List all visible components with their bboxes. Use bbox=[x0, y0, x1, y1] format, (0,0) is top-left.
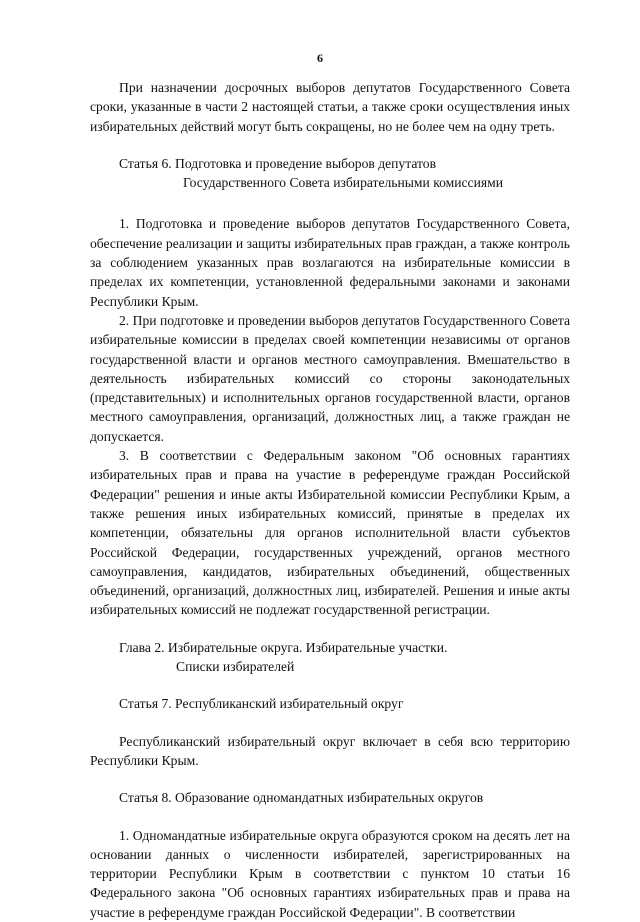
article-8-paragraph-1: 1. Одномандатные избирательные округа образуются сроком на десять лет на основании данных о численности избирателей, зарегистрированных на территории Республики Крым в соответствии с пунктом 10 статьи 16 Федерального закона "Об основных гарантиях избирательных прав и права на участие в референдуме граждан Российской Федерации". В соответствии bbox=[90, 827, 570, 920]
article-7-paragraph-1: Республиканский избирательный округ включает в себя всю территорию Республики Крым. bbox=[90, 733, 570, 768]
article-6-title-line-1: Статья 6. Подготовка и проведение выборов депутатов bbox=[119, 155, 436, 171]
spacer bbox=[90, 676, 570, 694]
article-8-title: Статья 8. Образование одномандатных избирательных округов bbox=[119, 790, 484, 806]
spacer bbox=[90, 808, 570, 826]
article-6-paragraph-1: 1. Подготовка и проведение выборов депутатов Государственного Совета, обеспечение реализации и защиты избирательных прав граждан, а также контроль за соблюдением указанных прав возлагаются на избирательные комиссии в пределах их компетенции, установленной федеральными законами и законами Республики Крым. bbox=[90, 216, 570, 309]
document-body bbox=[90, 78, 570, 922]
article-6-paragraph-3: 3. В соответствии с Федеральным законом "Об основных гарантиях избирательных прав и права на участие в референдуме граждан Российской Федерации" решения и иные акты Избирательной комиссии Республики Крым, а также решения иных избирательных комиссий, принятые в пределах их компетенции, обязательны для органов исполнительной власти субъектов Российской Федерации, государственных учреждений, органов местного самоуправления, кандидатов, избирательных объединений, общественных объединений, организаций, должностных лиц, избирателей. Решения и иные акты избирательных комиссий не подлежат государственной регистрации. bbox=[90, 448, 570, 618]
spacer bbox=[90, 136, 570, 154]
article-6-title-line-2: Государственного Совета избирательными комиссиями bbox=[183, 175, 503, 191]
spacer bbox=[90, 770, 570, 788]
chapter-2-title-line-2: Списки избирателей bbox=[176, 659, 295, 675]
intro-paragraph: При назначении досрочных выборов депутатов Государственного Совета сроки, указанные в части 2 настоящей статьи, а также сроки осуществления иных избирательных действий могут быть сокращены, но не более чем на одну треть. bbox=[90, 80, 570, 134]
article-7-title: Статья 7. Республиканский избирательный округ bbox=[119, 696, 404, 712]
chapter-2-title-line-1: Глава 2. Избирательные округа. Избирательные участки. bbox=[119, 639, 448, 655]
article-6-paragraph-2: 2. При подготовке и проведении выборов депутатов Государственного Совета избирательные комиссии в пределах своей компетенции независимы от органов государственной власти и органов местного самоуправления. Вмешательство в деятельность избирательных комиссий со стороны законодательных (представительных) и исполнительных органов государственной власти, органов местного самоуправления, организаций, должностных лиц, а также граждан не допускается. bbox=[90, 312, 570, 444]
spacer bbox=[90, 714, 570, 732]
page-number: 6 bbox=[317, 51, 323, 65]
spacer bbox=[90, 192, 570, 214]
spacer bbox=[90, 620, 570, 638]
